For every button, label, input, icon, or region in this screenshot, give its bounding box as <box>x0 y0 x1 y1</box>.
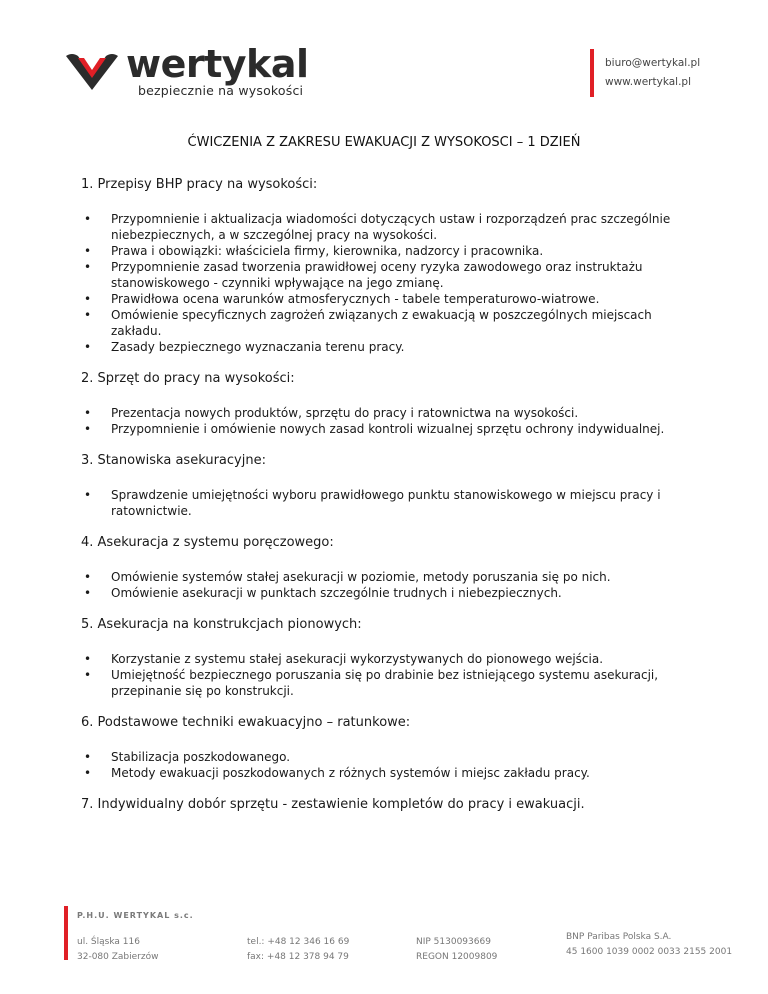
wertykal-logo-icon <box>64 50 120 94</box>
section-7 <box>81 797 701 813</box>
logo-wordmark: wertykal <box>126 42 309 86</box>
list-item: • Sprawdzenie umiejętności wyboru prawidłowego punktu stanowiskowego w miejscu pracy i ratownictwie. <box>81 487 701 519</box>
list-item: • Umiejętność bezpiecznego poruszania się po drabinie bez istniejącego systemu asekuracji, przepinanie się po konstrukcji. <box>81 667 701 699</box>
list-item: • Omówienie asekuracji w punktach szczególnie trudnych i niebezpiecznych. <box>81 585 701 601</box>
section-list <box>81 405 701 437</box>
section-heading: 4. Asekuracja z systemu poręczowego: <box>81 535 334 550</box>
header-accent-bar <box>590 49 594 97</box>
logo-tagline: bezpiecznie na wysokości <box>138 83 304 98</box>
list-item: • Prawa i obowiązki: właściciela firmy, kierownika, nadzorcy i pracownika. <box>81 243 701 259</box>
document-body <box>81 177 701 813</box>
list-item: • Przypomnienie zasad tworzenia prawidłowej oceny ryzyka zawodowego oraz instruktażu stanowiskowego - czynniki wpływające na jego zmianę. <box>81 259 701 291</box>
list-item: • Prezentacja nowych produktów, sprzętu do pracy i ratownictwa na wysokości. <box>81 405 701 421</box>
footer-company-name: P.H.U. WERTYKAL s.c. <box>77 911 194 920</box>
section-list <box>81 569 701 601</box>
bank-account: 45 1600 1039 0002 0033 2155 2001 <box>566 947 733 957</box>
list-item: • Przypomnienie i aktualizacja wiadomości dotyczących ustaw i rozporządzeń prac szczególnie niebezpiecznych, a w szczególnej pracy na wysokości. <box>81 211 701 243</box>
fax-number: fax: +48 12 378 94 79 <box>247 952 349 962</box>
address-line: 32-080 Zabierzów <box>77 952 159 962</box>
website-link[interactable]: www.wertykal.pl <box>605 76 691 88</box>
section-6 <box>81 715 701 781</box>
section-1 <box>81 177 701 355</box>
list-item: • Przypomnienie i omówienie nowych zasad kontroli wizualnej sprzętu ochrony indywidualnej. <box>81 421 701 437</box>
list-item: • Omówienie systemów stałej asekuracji w poziomie, metody poruszania się po nich. <box>81 569 701 585</box>
section-3 <box>81 453 701 519</box>
section-list <box>81 749 701 781</box>
section-heading: 7. Indywidualny dobór sprzętu - zestawienie kompletów do pracy i ewakuacji. <box>81 797 585 812</box>
email-link[interactable]: biuro@wertykal.pl <box>605 57 701 69</box>
list-item: • Zasady bezpiecznego wyznaczania terenu pracy. <box>81 339 701 355</box>
bank-name: BNP Paribas Polska S.A. <box>566 932 672 942</box>
section-heading: 1. Przepisy BHP pracy na wysokości: <box>81 177 318 192</box>
list-item: • Korzystanie z systemu stałej asekuracji wykorzystywanych do pionowego wejścia. <box>81 651 701 667</box>
section-2 <box>81 371 701 437</box>
document-title: ĆWICZENIA Z ZAKRESU EWAKUACJI Z WYSOKOSCI – 1 DZIEŃ <box>187 135 581 150</box>
list-item: • Metody ewakuacji poszkodowanych z różnych systemów i miejsc zakładu pracy. <box>81 765 701 781</box>
footer-accent-bar <box>64 906 68 960</box>
section-list <box>81 211 701 355</box>
footer-tax-ids <box>416 935 497 965</box>
list-item: • Stabilizacja poszkodowanego. <box>81 749 701 765</box>
footer-address <box>77 935 158 965</box>
list-item: • Prawidłowa ocena warunków atmosferycznych - tabele temperaturowo-wiatrowe. <box>81 291 701 307</box>
section-heading: 2. Sprzęt do pracy na wysokości: <box>81 371 295 386</box>
section-5 <box>81 617 701 699</box>
section-heading: 3. Stanowiska asekuracyjne: <box>81 453 266 468</box>
regon-number: REGON 12009809 <box>416 952 498 962</box>
section-heading: 6. Podstawowe techniki ewakuacyjno – ratunkowe: <box>81 715 411 730</box>
header-contact <box>605 54 700 92</box>
nip-number: NIP 5130093669 <box>416 937 491 947</box>
section-list <box>81 651 701 699</box>
list-item: • Omówienie specyficznych zagrożeń związanych z ewakuacją w poszczególnych miejscach zakładu. <box>81 307 701 339</box>
section-list <box>81 487 701 519</box>
section-heading: 5. Asekuracja na konstrukcjach pionowych: <box>81 617 362 632</box>
footer-bank <box>566 930 732 960</box>
footer-phone <box>247 935 349 965</box>
company-logo <box>64 42 314 106</box>
address-line: ul. Śląska 116 <box>77 937 140 947</box>
section-4 <box>81 535 701 601</box>
phone-number: tel.: +48 12 346 16 69 <box>247 937 350 947</box>
